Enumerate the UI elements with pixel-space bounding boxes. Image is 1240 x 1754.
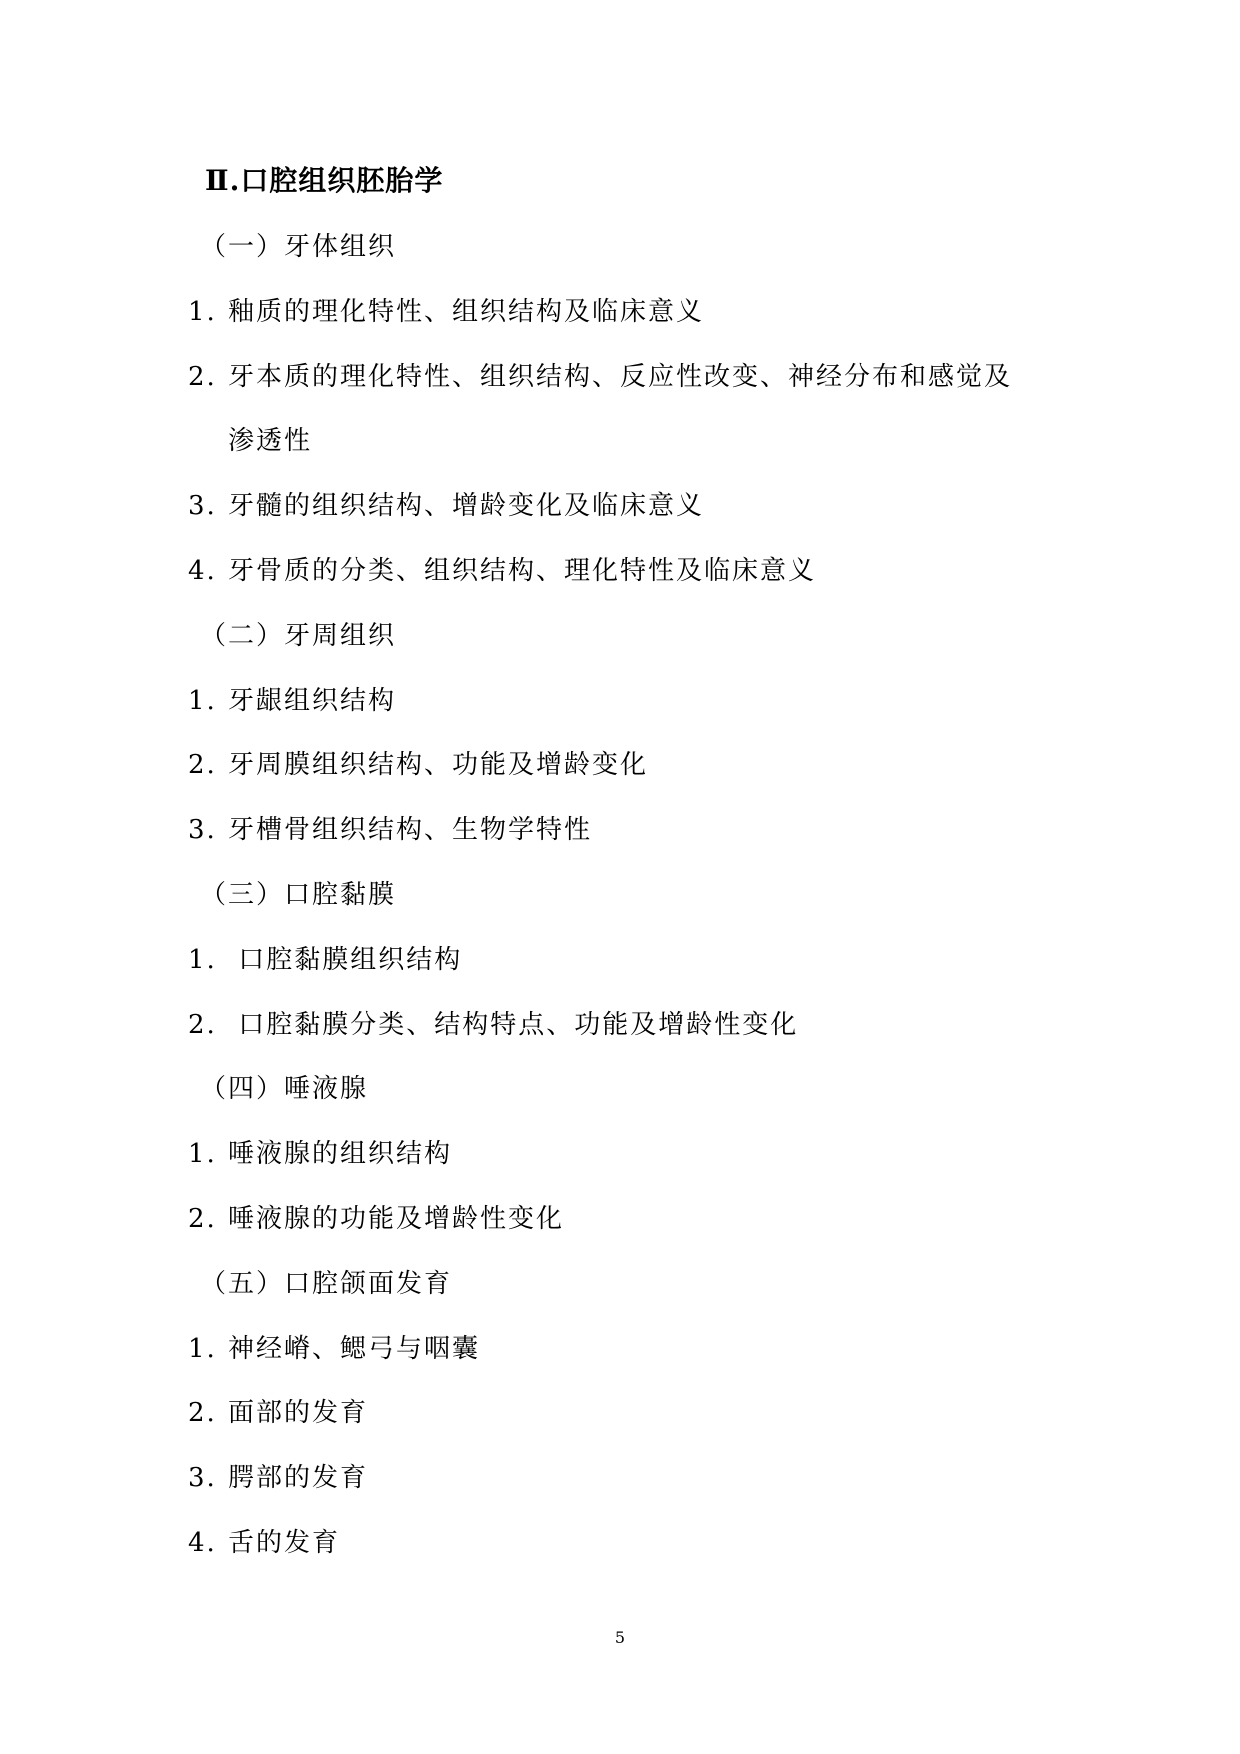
list-item-text: 神经嵴、鳃弓与咽囊: [228, 1333, 481, 1364]
list-item: [188, 814, 592, 846]
list-item-number: 2.: [188, 361, 217, 392]
list-item-number: 3.: [188, 1463, 217, 1494]
list-item-text: 牙本质的理化特性、组织结构、反应性改变、神经分布和感觉及: [228, 361, 1013, 392]
page-number: 5: [614, 1628, 626, 1647]
list-item: [188, 1462, 368, 1494]
list-item-text: 牙骨质的分类、组织结构、理化特性及临床意义: [228, 556, 817, 586]
list-item-text: 唾液腺的功能及增龄性变化: [228, 1204, 565, 1234]
list-item-text: 牙槽骨组织结构、生物学特性: [228, 815, 593, 846]
list-item: [188, 685, 396, 717]
list-item-number: 2.: [188, 1398, 217, 1429]
list-item: [188, 944, 462, 976]
list-item-number: 4.: [188, 1528, 217, 1558]
list-item: [188, 1009, 798, 1041]
section-heading-text: （一）牙体组织: [200, 232, 397, 262]
section-heading: [200, 1073, 368, 1105]
list-item-number: 1.: [188, 296, 217, 327]
list-item-number: 3.: [188, 491, 217, 522]
list-item-number: 1.: [188, 1333, 217, 1364]
page-title: Ⅱ.口腔组织胚胎学: [205, 164, 444, 197]
list-item-continuation-text: 渗透性: [228, 426, 313, 457]
list-item: [188, 1138, 452, 1170]
list-item-text: 唾液腺的组织结构: [228, 1139, 453, 1170]
list-item-number: 2.: [188, 1009, 217, 1040]
section-heading-text: （二）牙周组织: [200, 620, 397, 651]
list-item-text: 口腔黏膜组织结构: [228, 944, 463, 975]
list-item-number: 1.: [188, 1139, 217, 1170]
list-item-number: 3.: [188, 815, 217, 846]
list-item: [188, 490, 704, 522]
list-item: [188, 555, 816, 587]
section-heading: [200, 231, 396, 263]
list-item-number: 4.: [188, 556, 217, 586]
list-item: [188, 1203, 564, 1235]
list-item-text: 口腔黏膜分类、结构特点、功能及增龄性变化: [228, 1009, 799, 1040]
section-heading: [200, 879, 396, 911]
list-item-number: 2.: [188, 1204, 217, 1234]
list-item: [188, 749, 648, 781]
section-heading-text: （三）口腔黏膜: [200, 880, 397, 910]
section-heading: [200, 1268, 452, 1300]
list-item-text: 腭部的发育: [228, 1463, 369, 1494]
list-item-text: 舌的发育: [228, 1528, 341, 1558]
list-item-text: 牙龈组织结构: [228, 685, 397, 716]
list-item-text: 牙髓的组织结构、增龄变化及临床意义: [228, 491, 705, 522]
list-item-number: 1.: [188, 685, 217, 716]
list-item: [188, 361, 1012, 393]
list-item-text: 面部的发育: [228, 1398, 369, 1429]
section-heading: [200, 620, 396, 652]
list-item-number: 2.: [188, 750, 217, 781]
list-item-text: 牙周膜组织结构、功能及增龄变化: [228, 750, 649, 781]
list-item: [188, 1527, 340, 1559]
section-heading-text: （五）口腔颌面发育: [200, 1268, 453, 1299]
list-item: [188, 296, 704, 328]
list-item-number: 1.: [188, 944, 217, 975]
list-item: [188, 1333, 480, 1365]
list-item-text: 釉质的理化特性、组织结构及临床意义: [228, 296, 705, 327]
list-item-continuation: [228, 425, 312, 457]
list-item: [188, 1397, 368, 1429]
section-heading-text: （四）唾液腺: [200, 1074, 369, 1105]
